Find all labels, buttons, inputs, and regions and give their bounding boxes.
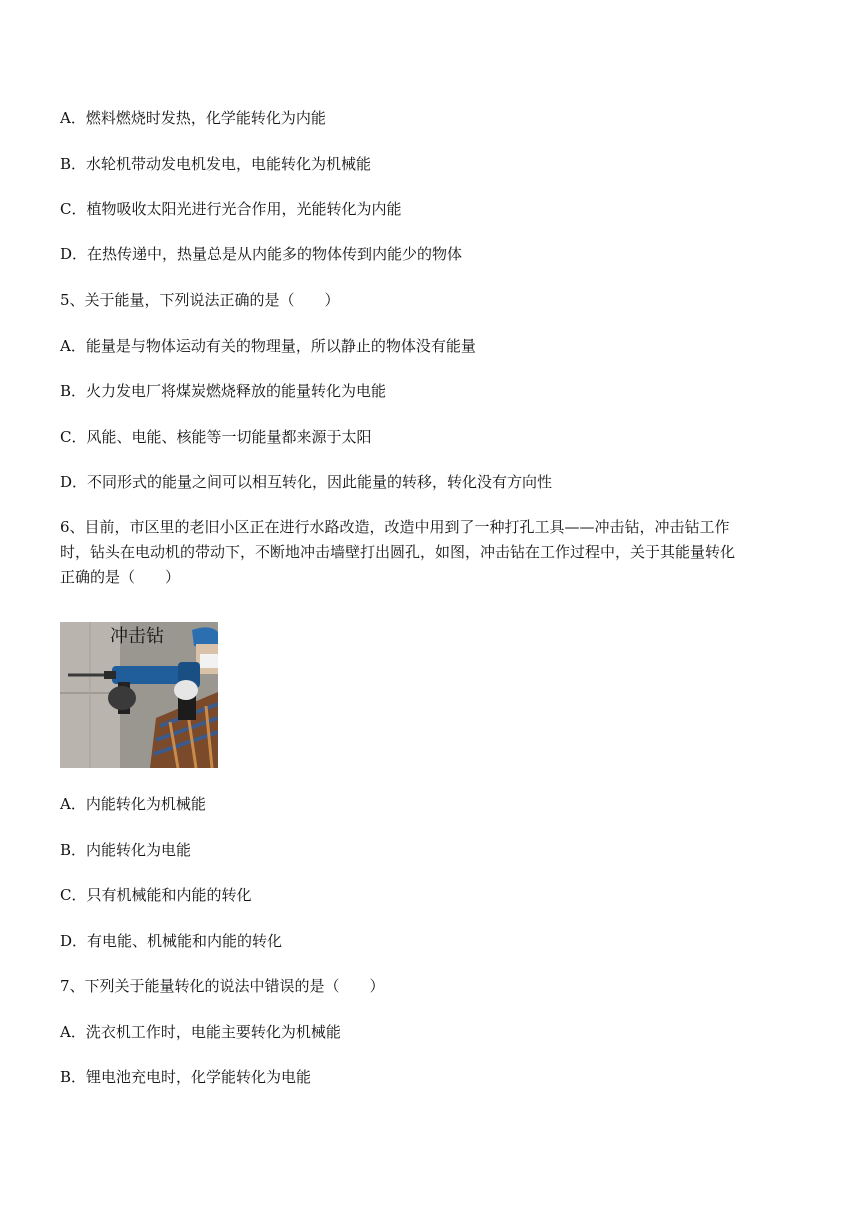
q6-stem-line-2: 时，钻头在电动机的带动下，不断地冲击墙壁打出圆孔，如图，冲击钻在工作过程中，关于其能量转化: [60, 543, 736, 561]
q6-stem: [60, 515, 805, 590]
figure-label: 冲击钻: [110, 626, 164, 647]
q7-option-b: B．锂电池充电时，化学能转化为电能: [60, 1068, 312, 1086]
impact-drill-illustration: [60, 622, 218, 768]
q5-option-c: C．风能、电能、核能等一切能量都来源于太阳: [60, 428, 372, 446]
q7-stem: 7、下列关于能量转化的说法中错误的是（ ）: [60, 977, 385, 995]
q4-option-a: A．燃料燃烧时发热，化学能转化为内能: [60, 109, 326, 127]
q7-option-a: A．洗衣机工作时，电能主要转化为机械能: [60, 1023, 341, 1041]
q6-stem-line-3: 正确的是（ ）: [60, 568, 181, 586]
q6-option-c: C．只有机械能和内能的转化: [60, 886, 252, 904]
q5-option-b: B．火力发电厂将煤炭燃烧释放的能量转化为电能: [60, 382, 387, 400]
q6-stem-line-1: 6、目前，市区里的老旧小区正在进行水路改造，改造中用到了一种打孔工具——冲击钻，冲击钻工作: [60, 518, 730, 536]
q6-option-a: A．内能转化为机械能: [60, 795, 206, 813]
q5-stem: 5、关于能量，下列说法正确的是（ ）: [60, 291, 340, 309]
q5-option-d: D．不同形式的能量之间可以相互转化，因此能量的转移，转化没有方向性: [60, 473, 553, 491]
q4-option-c: C．植物吸收太阳光进行光合作用，光能转化为内能: [60, 200, 402, 218]
q4-option-d: D．在热传递中，热量总是从内能多的物体传到内能少的物体: [60, 245, 463, 263]
q6-option-d: D．有电能、机械能和内能的转化: [60, 932, 283, 950]
q5-option-a: A．能量是与物体运动有关的物理量，所以静止的物体没有能量: [60, 337, 476, 355]
q6-option-b: B．内能转化为电能: [60, 841, 192, 859]
impact-drill-photo: [60, 622, 218, 768]
q4-option-b: B．水轮机带动发电机发电，电能转化为机械能: [60, 155, 372, 173]
